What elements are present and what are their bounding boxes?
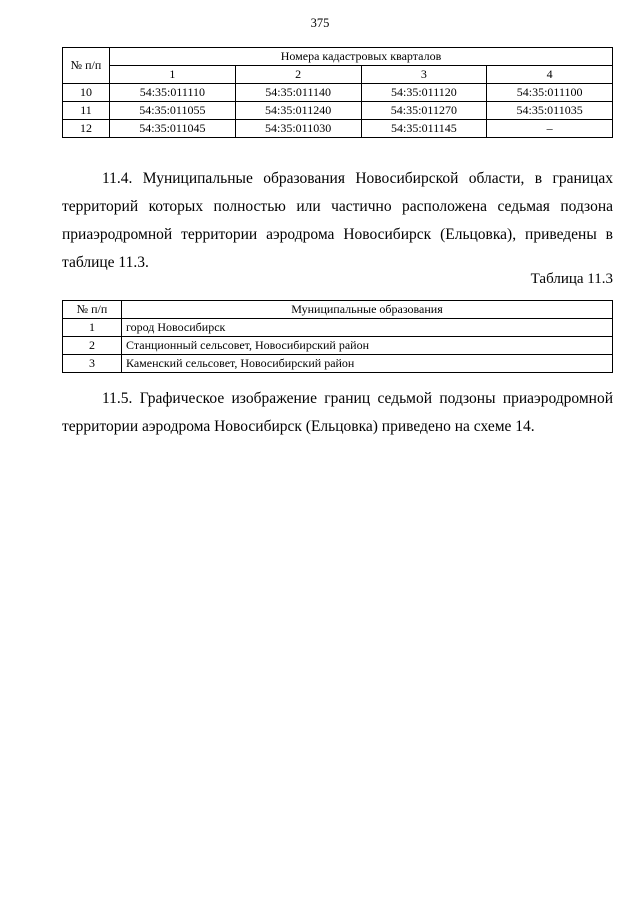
table-cell: 54:35:011030 — [235, 120, 361, 138]
municipality-name: Станционный сельсовет, Новосибирский район — [122, 337, 613, 355]
table-row — [63, 319, 613, 337]
table-cell: 54:35:011110 — [110, 84, 236, 102]
table-cell: 54:35:011120 — [361, 84, 487, 102]
column-header: 3 — [361, 66, 487, 84]
table-cell: 54:35:011055 — [110, 102, 236, 120]
municipality-name: город Новосибирск — [122, 319, 613, 337]
row-number: 2 — [63, 337, 122, 355]
row-number: 10 — [63, 84, 110, 102]
page-number: 375 — [310, 16, 330, 30]
municipal-table — [62, 300, 613, 373]
name-header: Муниципальные образования — [122, 301, 613, 319]
municipality-name: Каменский сельсовет, Новосибирский район — [122, 355, 613, 373]
group-header: Номера кадастровых кварталов — [110, 48, 613, 66]
paragraph-11-4: 11.4. Муниципальные образования Новосибирской области, в границах территорий которых полностью или частично расположена седьмая подзона приаэродромной территории аэродрома Новосибирск (Ельцовка), приведены в таблице 11.3. — [62, 170, 613, 271]
table-header-row — [63, 301, 613, 319]
table-row — [63, 102, 613, 120]
num-header: № п/п — [63, 301, 122, 319]
table-cell: – — [487, 120, 613, 138]
table-row — [63, 84, 613, 102]
column-header: 2 — [235, 66, 361, 84]
table-cell: 54:35:011100 — [487, 84, 613, 102]
table-cell: 54:35:011140 — [235, 84, 361, 102]
table-row — [63, 337, 613, 355]
paragraph-11-5: 11.5. Графическое изображение границ седьмой подзоны приаэродромной территории аэродрома Новосибирск (Ельцовка) приведено на схеме 14. — [62, 390, 613, 435]
row-number: 12 — [63, 120, 110, 138]
table-cell: 54:35:011035 — [487, 102, 613, 120]
table-cell: 54:35:011045 — [110, 120, 236, 138]
row-number: 11 — [63, 102, 110, 120]
table-row — [63, 355, 613, 373]
table-cell: 54:35:011240 — [235, 102, 361, 120]
row-number: 1 — [63, 319, 122, 337]
table-subheader-row — [63, 66, 613, 84]
num-header: № п/п — [63, 48, 110, 84]
cadastral-table — [62, 47, 613, 138]
row-number: 3 — [63, 355, 122, 373]
table-cell: 54:35:011270 — [361, 102, 487, 120]
table-header-row — [63, 48, 613, 66]
column-header: 1 — [110, 66, 236, 84]
table-cell: 54:35:011145 — [361, 120, 487, 138]
column-header: 4 — [487, 66, 613, 84]
table-row — [63, 120, 613, 138]
table-caption: Таблица 11.3 — [530, 271, 613, 287]
